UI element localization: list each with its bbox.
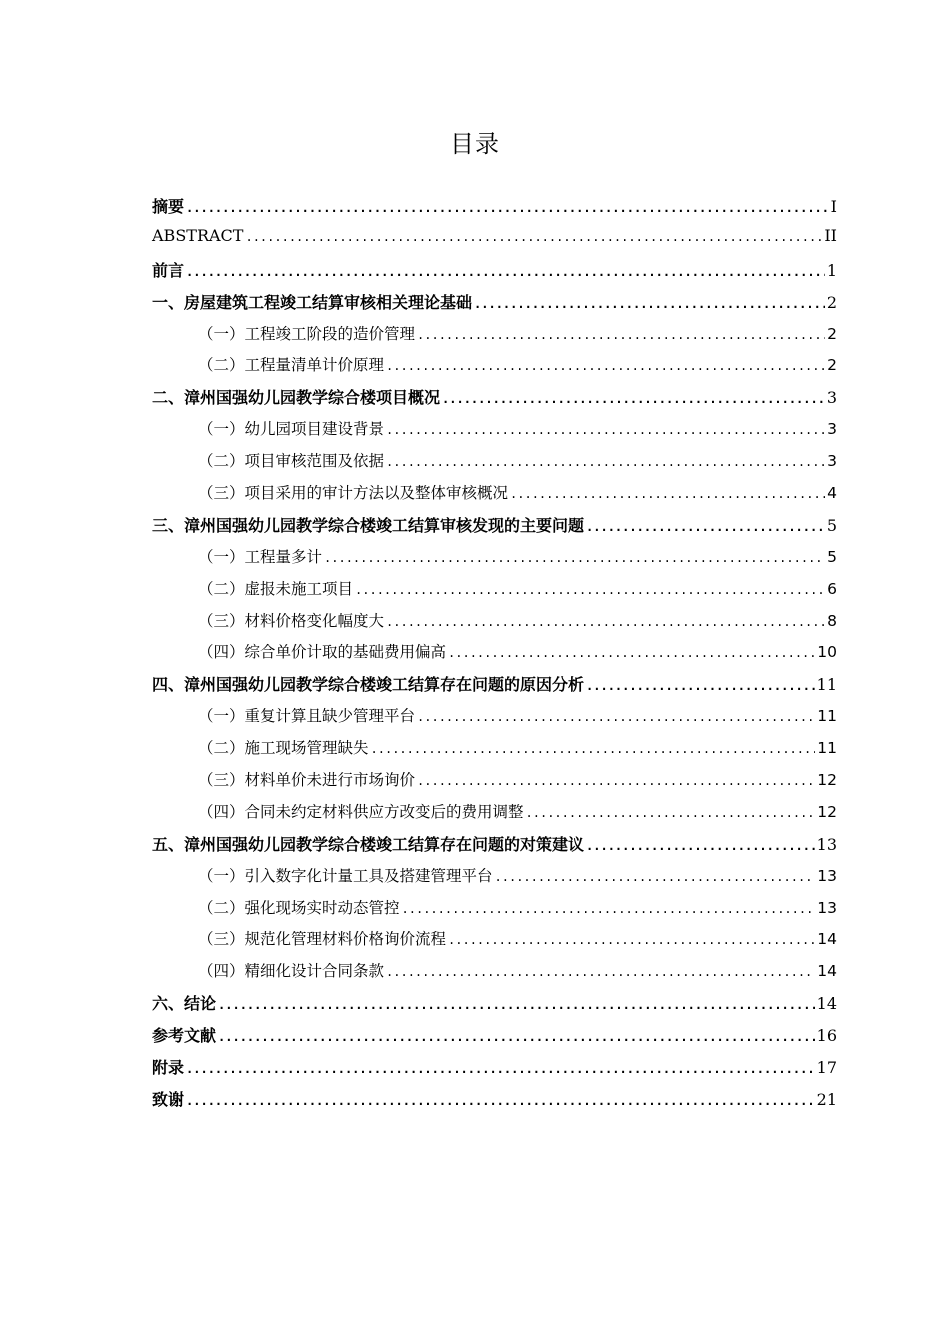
toc-entry-label: 前言: [152, 260, 185, 280]
dot-leader: [186, 1062, 815, 1076]
dot-leader: [417, 710, 815, 724]
dot-leader: [386, 359, 825, 373]
dot-leader: [186, 265, 825, 279]
toc-entry-chapter-6[interactable]: [152, 991, 837, 1023]
toc-entry-page: 14: [817, 962, 837, 981]
toc-entry-page: 13: [817, 898, 837, 917]
toc-entry-page: 13: [816, 834, 837, 854]
toc-entry-label: 漳州国强幼儿园教学综合楼竣工结算存在问题的原因分析: [184, 675, 585, 695]
toc-entry-page: 4: [827, 484, 837, 503]
toc-entry-label: 虚报未施工项目: [244, 579, 354, 598]
toc-entry-label: 幼儿园项目建设背景: [244, 420, 385, 439]
toc-entry-label: 项目审核范围及依据: [244, 452, 385, 471]
dot-leader: [371, 742, 816, 756]
toc-entry-number: （一）: [198, 707, 245, 726]
toc-entry-label: 项目采用的审计方法以及整体审核概况: [244, 484, 509, 503]
toc-entry-label: ABSTRACT: [152, 225, 244, 245]
toc-entry-page: 6: [827, 579, 837, 598]
toc-entry-number: （二）: [198, 452, 245, 471]
toc-entry-page: 16: [816, 1026, 837, 1046]
toc-entry-page: 5: [827, 547, 837, 566]
toc-entry-page: 3: [827, 452, 837, 471]
toc-entry-section-5-4[interactable]: [152, 959, 837, 991]
toc-entry-number: （一）: [198, 324, 245, 343]
toc-entry-label: 规范化管理材料价格询价流程: [244, 930, 447, 949]
toc-entry-chapter-3[interactable]: [152, 513, 837, 545]
dot-leader: [495, 870, 816, 884]
toc-entry-page: 2: [826, 292, 837, 312]
toc-entry-page: 14: [817, 930, 837, 949]
toc-entry-section-2-3[interactable]: [152, 481, 837, 513]
toc-entry-number: （四）: [198, 962, 245, 981]
toc-entry-page: 12: [817, 771, 837, 790]
dot-leader: [448, 646, 815, 660]
toc-entry-chapter-2[interactable]: [152, 385, 837, 417]
toc-entry-number: （三）: [198, 930, 245, 949]
dot-leader: [186, 1094, 815, 1108]
toc-entry-section-3-3[interactable]: [152, 609, 837, 641]
toc-entry-appendix[interactable]: [152, 1055, 837, 1087]
toc-entry-section-3-4[interactable]: [152, 640, 837, 672]
toc-entry-page: 3: [826, 388, 837, 408]
toc-entry-number: （二）: [198, 898, 245, 917]
toc-entry-section-5-3[interactable]: [152, 927, 837, 959]
table-of-contents: [152, 194, 837, 1119]
toc-entry-section-3-1[interactable]: [152, 545, 837, 577]
toc-entry-number: 三、: [152, 515, 185, 535]
dot-leader: [586, 520, 825, 534]
toc-entry-number: （二）: [198, 739, 245, 758]
toc-entry-label: 参考文献: [152, 1026, 217, 1046]
toc-entry-number: （二）: [198, 356, 245, 375]
toc-entry-number: （一）: [198, 420, 245, 439]
toc-entry-page: 11: [816, 675, 837, 695]
toc-entry-label: 漳州国强幼儿园教学综合楼项目概况: [184, 388, 441, 408]
toc-entry-section-1-1[interactable]: [152, 322, 837, 354]
toc-entry-number: （一）: [198, 547, 245, 566]
toc-entry-chapter-5[interactable]: [152, 832, 837, 864]
toc-entry-page: 2: [827, 324, 837, 343]
toc-entry-section-2-1[interactable]: [152, 417, 837, 449]
toc-entry-label: 合同未约定材料供应方改变后的费用调整: [244, 802, 524, 821]
dot-leader: [510, 487, 825, 501]
dot-leader: [186, 201, 829, 215]
toc-title: 目录: [450, 130, 500, 158]
toc-entry-section-1-2[interactable]: [152, 353, 837, 385]
toc-entry-acknowledgements[interactable]: [152, 1087, 837, 1119]
dot-leader: [355, 583, 825, 597]
toc-entry-page: 8: [827, 611, 837, 630]
dot-leader: [386, 423, 825, 437]
toc-entry-label: 综合单价计取的基础费用偏高: [244, 643, 447, 662]
dot-leader: [386, 965, 815, 979]
toc-entry-label: 材料价格变化幅度大: [244, 611, 385, 630]
dot-leader: [245, 230, 822, 244]
toc-entry-number: 二、: [152, 388, 185, 408]
toc-entry-page: 12: [817, 802, 837, 821]
toc-entry-page: 21: [816, 1089, 837, 1109]
dot-leader: [218, 998, 815, 1012]
toc-entry-chapter-4[interactable]: [152, 672, 837, 704]
toc-entry-label: 引入数字化计量工具及搭建管理平台: [244, 866, 493, 885]
toc-entry-abstract-cn[interactable]: [152, 194, 837, 226]
dot-leader: [448, 933, 815, 947]
toc-entry-number: （四）: [198, 643, 245, 662]
toc-entry-page: 13: [817, 866, 837, 885]
toc-entry-label: 工程竣工阶段的造价管理: [244, 324, 416, 343]
toc-entry-label: 漳州国强幼儿园教学综合楼竣工结算审核发现的主要问题: [184, 515, 585, 535]
dot-leader: [586, 679, 815, 693]
toc-entry-label: 摘要: [152, 197, 185, 216]
toc-entry-label: 施工现场管理缺失: [244, 739, 369, 758]
toc-entry-section-4-2[interactable]: [152, 736, 837, 768]
toc-entry-section-4-3[interactable]: [152, 768, 837, 800]
toc-entry-number: 四、: [152, 675, 185, 695]
toc-entry-label: 致谢: [152, 1089, 185, 1109]
toc-entry-section-4-1[interactable]: [152, 704, 837, 736]
toc-entry-section-2-2[interactable]: [152, 449, 837, 481]
toc-entry-page: 3: [827, 420, 837, 439]
toc-entry-page: 17: [816, 1058, 837, 1078]
toc-entry-page: 11: [817, 707, 837, 726]
toc-entry-number: 六、: [152, 994, 185, 1014]
toc-entry-label: 房屋建筑工程竣工结算审核相关理论基础: [184, 292, 473, 312]
toc-entry-section-5-2[interactable]: [152, 896, 837, 928]
toc-entry-number: （二）: [198, 579, 245, 598]
toc-entry-number: （三）: [198, 484, 245, 503]
toc-entry-number: 一、: [152, 292, 185, 312]
toc-entry-label: 附录: [152, 1058, 185, 1078]
toc-entry-label: 工程量多计: [244, 547, 323, 566]
toc-entry-page: 1: [826, 260, 837, 280]
toc-entry-number: （一）: [198, 866, 245, 885]
toc-entry-label: 精细化设计合同条款: [244, 962, 385, 981]
toc-entry-section-4-4[interactable]: [152, 800, 837, 832]
toc-entry-page: II: [824, 225, 837, 245]
dot-leader: [474, 297, 825, 311]
toc-entry-label: 强化现场实时动态管控: [244, 898, 400, 917]
dot-leader: [586, 839, 815, 853]
toc-entry-label: 重复计算且缺少管理平台: [244, 707, 416, 726]
toc-entry-chapter-1[interactable]: [152, 290, 837, 322]
dot-leader: [442, 392, 825, 406]
toc-entry-abstract-en[interactable]: [152, 226, 837, 258]
dot-leader: [417, 328, 825, 342]
dot-leader: [526, 806, 816, 820]
toc-entry-number: （三）: [198, 771, 245, 790]
toc-entry-preface[interactable]: [152, 258, 837, 290]
toc-entry-label: 结论: [184, 994, 217, 1014]
toc-entry-number: （四）: [198, 802, 245, 821]
dot-leader: [417, 774, 815, 788]
toc-entry-page: 11: [817, 739, 837, 758]
dot-leader: [386, 615, 825, 629]
toc-entry-number: 五、: [152, 834, 185, 854]
toc-entry-references[interactable]: [152, 1023, 837, 1055]
toc-entry-page: 5: [826, 515, 837, 535]
toc-entry-page: 2: [827, 356, 837, 375]
toc-entry-page: 14: [816, 994, 837, 1014]
toc-entry-section-3-2[interactable]: [152, 577, 837, 609]
dot-leader: [324, 551, 825, 565]
toc-entry-label: 材料单价未进行市场询价: [244, 771, 416, 790]
dot-leader: [386, 455, 825, 469]
toc-entry-label: 漳州国强幼儿园教学综合楼竣工结算存在问题的对策建议: [184, 834, 585, 854]
toc-entry-label: 工程量清单计价原理: [244, 356, 385, 375]
toc-entry-section-5-1[interactable]: [152, 864, 837, 896]
toc-entry-page: I: [830, 197, 837, 216]
dot-leader: [218, 1030, 815, 1044]
toc-entry-number: （三）: [198, 611, 245, 630]
toc-entry-page: 10: [817, 643, 837, 662]
dot-leader: [402, 902, 816, 916]
